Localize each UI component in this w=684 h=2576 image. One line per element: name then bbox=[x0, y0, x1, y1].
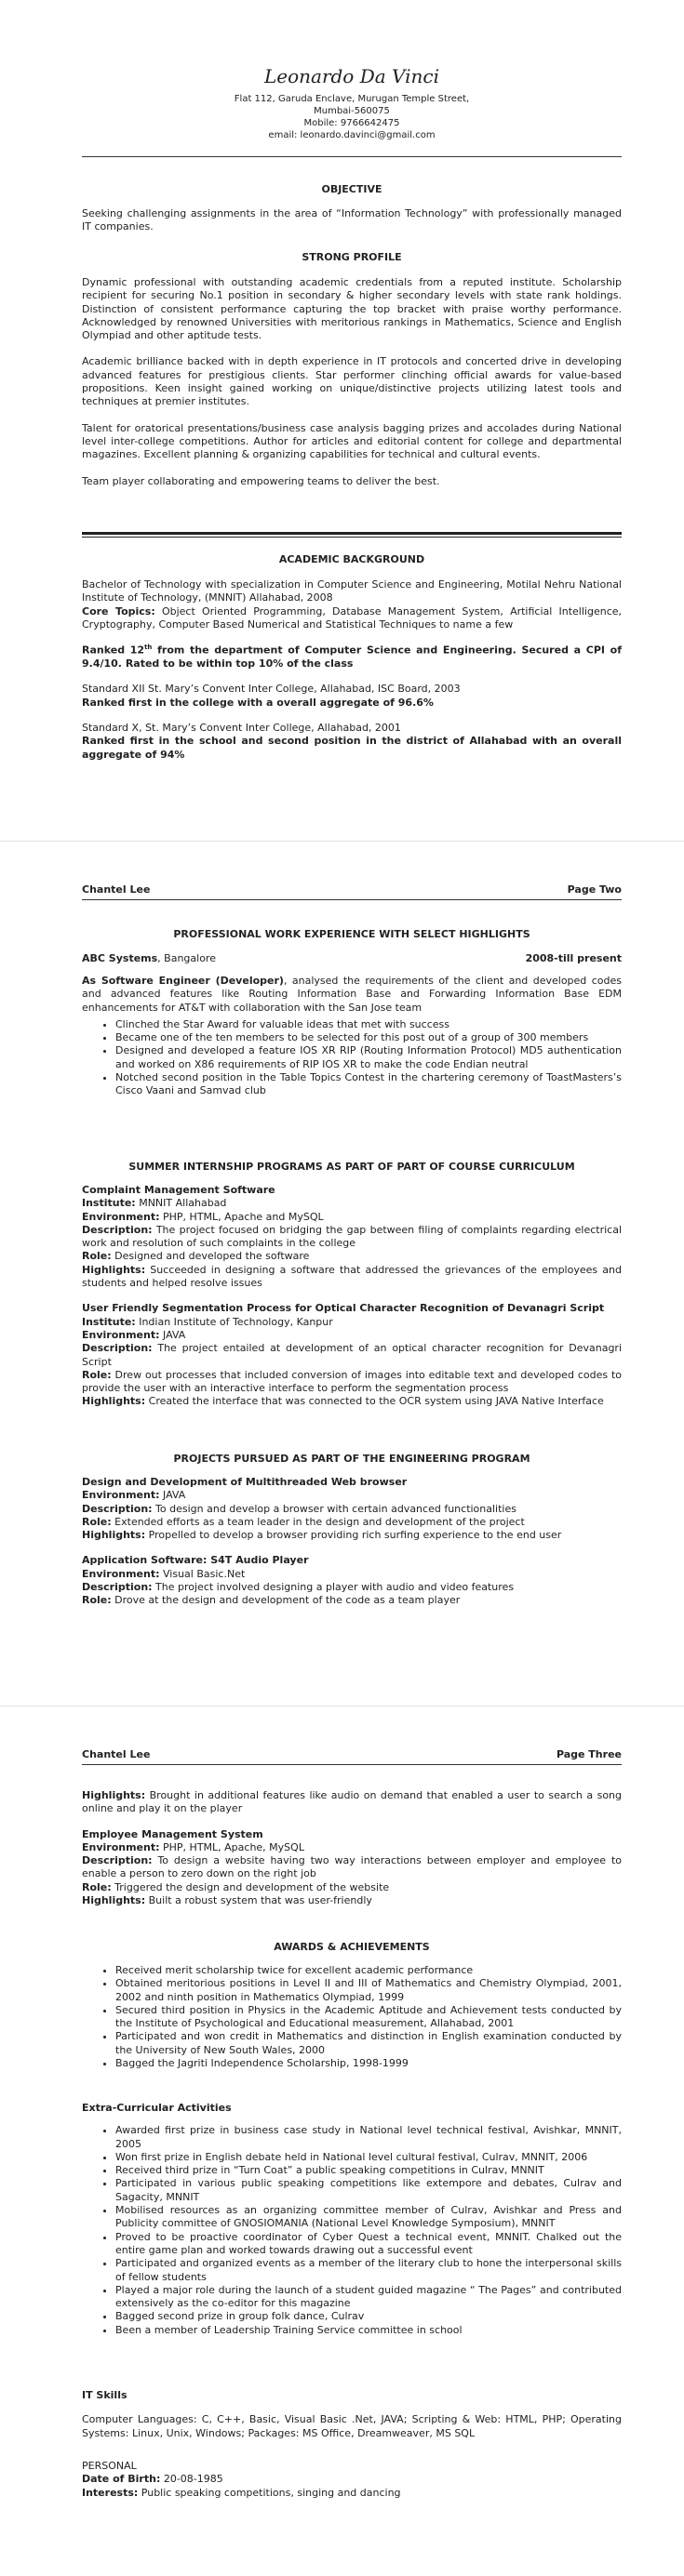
field-label: Interests: bbox=[82, 2486, 139, 2499]
list-item: • Designed and developed a feature IOS XR RIP (Routing Information Protocol) MD5 authentication and worked on X86 requirements of RIP IOS XR to make the code Endian neutral bbox=[115, 1044, 622, 1071]
std12-school: Standard XII St. Mary’s Convent Inter College, Allahabad, ISC Board, 2003 bbox=[82, 683, 461, 696]
field-value: 20-08-1985 bbox=[160, 2473, 223, 2486]
btech-degree: Bachelor of Technology with specialization in Computer Science and Engineering, Motilal Nehru National Institute of Technology, (MNNIT) Allahabad, 2008 bbox=[82, 578, 622, 604]
field-value: The project involved designing a player with audio and video features bbox=[152, 1581, 515, 1594]
extracurricular-list bbox=[82, 2124, 622, 2337]
field-label: Environment: bbox=[82, 1489, 160, 1502]
internship-project bbox=[82, 1184, 622, 1290]
section-divider bbox=[82, 532, 622, 538]
list-item: • Clinched the Star Award for valuable ideas that met with success bbox=[115, 1018, 622, 1031]
list-item: • Proved to be proactive coordinator of Cyber Quest a technical event, MNNIT. Chalked out the entire game plan and worked towards drawing out a successful event bbox=[115, 2231, 622, 2258]
address-line-2: Mumbai-560075 bbox=[314, 106, 390, 116]
project-role bbox=[82, 1594, 622, 1607]
project-name: Application Software: S4T Audio Player bbox=[82, 1554, 309, 1567]
list-item: • Bagged the Jagriti Independence Scholarship, 1998-1999 bbox=[115, 2057, 622, 2070]
personal-heading: PERSONAL bbox=[82, 2460, 137, 2472]
list-item: • Received merit scholarship twice for excellent academic performance bbox=[115, 1964, 622, 1977]
project-institute bbox=[82, 1197, 622, 1210]
list-item: • Secured third position in Physics in the Academic Aptitude and Achievement tests conducted by the Institute of Psychological and Educational measurement, Allahabad, 2001 bbox=[115, 2004, 622, 2031]
engineering-project bbox=[82, 1554, 622, 1607]
project-name: Design and Development of Multithreaded Web browser bbox=[82, 1476, 408, 1488]
project-description bbox=[82, 1342, 622, 1369]
objective-text: Seeking challenging assignments in the area of “Information Technology” with professionally managed IT companies. bbox=[82, 207, 622, 233]
rank-text: from the department of Computer Science and Engineering. Secured a CPI of 9.4/10. Rated to be within top 10% of the class bbox=[82, 644, 622, 671]
field-value: JAVA bbox=[159, 1489, 186, 1502]
field-value: The project entailed at development of an optical character recognition for Devanagri Script bbox=[82, 1342, 622, 1368]
field-value: To design and develop a browser with certain advanced functionalities bbox=[152, 1502, 516, 1515]
project-continuation bbox=[82, 1789, 622, 1907]
list-item: • Obtained meritorious positions in Level II and III of Mathematics and Chemistry Olympiad, 2001, 2002 and ninth position in Mathematics Olympiad, 1999 bbox=[115, 1977, 622, 2004]
field-value: JAVA bbox=[159, 1328, 186, 1341]
field-value: MNNIT Allahabad bbox=[135, 1197, 227, 1210]
project-role bbox=[82, 1369, 622, 1396]
field-label: Institute: bbox=[82, 1315, 136, 1328]
field-label: Role: bbox=[82, 1515, 112, 1528]
field-label: Environment: bbox=[82, 1328, 160, 1341]
engineering-heading: PROJECTS PURSUED AS PART OF THE ENGINEERING PROGRAM bbox=[173, 1453, 530, 1465]
role-text: , analysed the requirements of the client and developed codes and advanced features like Routing Information Base and Forwarding Information Base EDM enhancements for AT&T with collaboration with the San Jose team bbox=[82, 975, 622, 1014]
list-item: • Awarded first prize in business case study in National level technical festival, Avishkar, MNNIT, 2005 bbox=[115, 2124, 622, 2151]
field-value: Brought in additional features like audio on demand that enabled a user to search a song online and play it on the player bbox=[82, 1789, 622, 1815]
objective-heading: OBJECTIVE bbox=[321, 183, 382, 195]
field-value: Built a robust system that was user-friendly bbox=[145, 1894, 372, 1907]
project-highlights bbox=[82, 1264, 622, 1291]
project-environment bbox=[82, 1568, 622, 1581]
page-break bbox=[0, 841, 684, 842]
work-experience-section bbox=[82, 928, 622, 1098]
field-value: PHP, HTML, Apache and MySQL bbox=[159, 1210, 324, 1223]
interests bbox=[82, 2487, 622, 2500]
it-skills-section bbox=[82, 2389, 622, 2440]
field-value: The project focused on bridging the gap between filing of complaints regarding electrical work and resolution of such complaints in the college bbox=[82, 1223, 622, 1250]
project-description bbox=[82, 1503, 622, 1516]
project-highlights bbox=[82, 1789, 622, 1816]
list-item: • Played a major role during the launch of a student guided magazine “ The Pages” and contributed extensively as the co-editor for this magazine bbox=[115, 2284, 622, 2311]
internship-project bbox=[82, 1302, 622, 1408]
resume-page-one bbox=[0, 0, 684, 832]
field-label: Description: bbox=[82, 1342, 153, 1355]
engineering-projects-section bbox=[82, 1453, 622, 1608]
page-number: Page Three bbox=[556, 1748, 622, 1760]
project-description bbox=[82, 1581, 622, 1594]
profile-paragraph: Dynamic professional with outstanding academic credentials from a reputed institute. Scholarship recipient for securing No.1 position in secondary & higher secondary levels with state rank holdings. Distinction of consistent performance capturing the top bracket with praise worthy performance. Acknowledged by renowned Universities with meritorious rankings in Mathematics, Science and English Olympiad and other aptitude tests. bbox=[82, 276, 622, 342]
field-label: Highlights: bbox=[82, 1789, 146, 1801]
field-value: Succeeded in designing a software that addressed the grievances of the employees and students and helped resolve issues bbox=[82, 1263, 622, 1290]
field-label: Description: bbox=[82, 1854, 153, 1867]
date-of-birth bbox=[82, 2473, 622, 2486]
list-item: • Became one of the ten members to be selected for this post out of a group of 300 members bbox=[115, 1031, 622, 1044]
work-heading: PROFESSIONAL WORK EXPERIENCE WITH SELECT HIGHLIGHTS bbox=[173, 928, 530, 940]
academic-heading: ACADEMIC BACKGROUND bbox=[278, 553, 425, 565]
std10-school: Standard X, St. Mary’s Convent Inter College, Allahabad, 2001 bbox=[82, 722, 401, 735]
field-label: Highlights: bbox=[82, 1894, 146, 1907]
mobile-number: Mobile: 9766642475 bbox=[303, 118, 400, 128]
core-topics-label: Core Topics: bbox=[82, 604, 155, 617]
list-item: • Won first prize in English debate held in National level cultural festival, Culrav, MNNIT, 2006 bbox=[115, 2151, 622, 2164]
role-description bbox=[82, 975, 622, 1015]
profile-paragraph: Talent for oratorical presentations/business case analysis bagging prizes and accolades during National level inter-college competitions. Author for articles and editorial content for college and departmental magazines. Excellent planning & organizing capabilities for technical and cultural events. bbox=[82, 421, 622, 461]
field-label: Environment: bbox=[82, 1567, 160, 1580]
project-environment bbox=[82, 1329, 622, 1342]
field-label: Institute: bbox=[82, 1197, 136, 1210]
project-role bbox=[82, 1516, 622, 1529]
extracurricular-section bbox=[82, 2102, 622, 2337]
project-environment bbox=[82, 1211, 622, 1224]
company bbox=[82, 952, 216, 964]
std10-rank: Ranked first in the school and second position in the district of Allahabad with an overall aggregate of 94% bbox=[82, 735, 622, 761]
list-item: • Been a member of Leadership Training Service committee in school bbox=[115, 2324, 622, 2337]
rank-superscript: th bbox=[144, 644, 153, 652]
core-topics-text: Object Oriented Programming, Database Management System, Artificial Intelligence, Cryptography, Computer Based Numerical and Statistical Techniques to name a few bbox=[82, 604, 622, 631]
running-name: Chantel Lee bbox=[82, 883, 151, 896]
field-value: Designed and developed the software bbox=[111, 1250, 310, 1263]
project-environment bbox=[82, 1489, 622, 1502]
field-value: Indian Institute of Technology, Kanpur bbox=[135, 1315, 333, 1328]
project-role bbox=[82, 1250, 622, 1263]
list-item: • Participated in various public speaking competitions like extempore and debates, Culrav and Sagacity, MNNIT bbox=[115, 2177, 622, 2204]
contact-block bbox=[82, 93, 622, 141]
engineering-project bbox=[82, 1828, 622, 1908]
project-environment bbox=[82, 1841, 622, 1854]
candidate-name: Leonardo Da Vinci bbox=[263, 65, 439, 87]
profile-section bbox=[82, 251, 622, 488]
field-value: To design a website having two way interactions between employer and employee to enable a person to zero down on the right job bbox=[82, 1854, 622, 1880]
profile-heading: STRONG PROFILE bbox=[302, 251, 402, 263]
list-item: • Received third prize in “Turn Coat” a public speaking competitions in Culrav, MNNIT bbox=[115, 2164, 622, 2177]
project-name: Employee Management System bbox=[82, 1827, 263, 1840]
employment-dates: 2008-till present bbox=[525, 952, 622, 964]
list-item: • Bagged second prize in group folk dance, Culrav bbox=[115, 2310, 622, 2323]
core-topics bbox=[82, 605, 622, 632]
list-item: • Participated and organized events as a member of the literary club to hone the interpersonal skills of fellow students bbox=[115, 2257, 622, 2284]
header-divider bbox=[82, 156, 622, 157]
company-name: ABC Systems bbox=[82, 952, 158, 964]
it-skills-heading: IT Skills bbox=[82, 2389, 127, 2401]
field-value: Drove at the design and development of the code as a team player bbox=[111, 1594, 461, 1607]
field-label: Highlights: bbox=[82, 1395, 146, 1408]
field-label: Role: bbox=[82, 1368, 112, 1381]
company-location: , Bangalore bbox=[157, 952, 216, 964]
address-line-1: Flat 112, Garuda Enclave, Murugan Temple Street, bbox=[234, 94, 470, 104]
running-name: Chantel Lee bbox=[82, 1748, 151, 1760]
project-highlights bbox=[82, 1894, 622, 1907]
field-label: Highlights: bbox=[82, 1529, 146, 1542]
personal-section bbox=[82, 2460, 622, 2500]
project-institute bbox=[82, 1316, 622, 1329]
awards-list bbox=[82, 1964, 622, 2070]
project-description bbox=[82, 1224, 622, 1251]
project-name: User Friendly Segmentation Process for Optical Character Recognition of Devanagri Script bbox=[82, 1302, 605, 1315]
field-value: Propelled to develop a browser providing rich surfing experience to the end user bbox=[145, 1529, 562, 1542]
resume-page-two bbox=[0, 848, 684, 1697]
field-label: Role: bbox=[82, 1880, 112, 1893]
field-label: Role: bbox=[82, 1594, 112, 1607]
awards-heading: AWARDS & ACHIEVEMENTS bbox=[274, 1941, 430, 1953]
internship-heading: SUMMER INTERNSHIP PROGRAMS AS PART OF PART OF COURSE CURRICULUM bbox=[128, 1161, 575, 1173]
resume-header bbox=[82, 65, 622, 141]
field-value: Extended efforts as a team leader in the design and development of the project bbox=[111, 1515, 525, 1528]
field-label: Description: bbox=[82, 1502, 153, 1515]
rank-text: Ranked 12 bbox=[82, 644, 145, 657]
company-row bbox=[82, 952, 622, 964]
engineering-project bbox=[82, 1476, 622, 1542]
btech-rank bbox=[82, 644, 622, 671]
list-item: • Mobilised resources as an organizing committee member of Culrav, Avishkar and Press and Publicity committee of GNOSIOMANIA (National Level Knowledge Symposium), MNNIT bbox=[115, 2204, 622, 2231]
extracurricular-heading: Extra-Curricular Activities bbox=[82, 2102, 232, 2114]
objective-section bbox=[82, 183, 622, 234]
list-item: • Participated and won credit in Mathematics and distinction in English examination conducted by the University of New South Wales, 2000 bbox=[115, 2030, 622, 2057]
std12-rank: Ranked first in the college with a overall aggregate of 96.6% bbox=[82, 696, 434, 709]
field-label: Environment: bbox=[82, 1210, 160, 1223]
page-two-header bbox=[82, 883, 622, 900]
field-value: Drew out processes that included conversion of images into editable text and developed codes to provide the user with an interactive interface to perform the segmentation process bbox=[82, 1368, 622, 1395]
page-number: Page Two bbox=[567, 883, 622, 896]
field-label: Role: bbox=[82, 1250, 112, 1263]
profile-paragraph: Team player collaborating and empowering teams to deliver the best. bbox=[82, 474, 440, 487]
project-name: Complaint Management Software bbox=[82, 1184, 275, 1196]
field-label: Environment: bbox=[82, 1840, 160, 1853]
field-label: Date of Birth: bbox=[82, 2473, 161, 2486]
field-value: PHP, HTML, Apache, MySQL bbox=[159, 1840, 304, 1853]
field-value: Created the interface that was connected to the OCR system using JAVA Native Interface bbox=[145, 1395, 604, 1408]
page-three-header bbox=[82, 1748, 622, 1765]
email-address: email: leonardo.davinci@gmail.com bbox=[268, 130, 436, 140]
field-value: Public speaking competitions, singing and dancing bbox=[138, 2486, 401, 2499]
field-label: Description: bbox=[82, 1581, 153, 1594]
academic-section bbox=[82, 553, 622, 762]
project-highlights bbox=[82, 1529, 622, 1542]
resume-page-three bbox=[0, 1713, 684, 2576]
project-highlights bbox=[82, 1395, 622, 1408]
list-item: • Notched second position in the Table Topics Contest in the chartering ceremony of ToastMasters’s Cisco Vaani and Samvad club bbox=[115, 1071, 622, 1098]
field-value: Visual Basic.Net bbox=[159, 1567, 246, 1580]
field-label: Highlights: bbox=[82, 1263, 146, 1276]
role-title: As Software Engineer (Developer) bbox=[82, 975, 284, 987]
work-highlights-list bbox=[82, 1018, 622, 1098]
project-description bbox=[82, 1854, 622, 1881]
field-label: Description: bbox=[82, 1223, 153, 1236]
project-role bbox=[82, 1881, 622, 1894]
profile-paragraph: Academic brilliance backed with in depth experience in IT protocols and concerted drive in developing advanced features for prestigious clients. Star performer clinching official awards for value-based propositions. Keen insight gained working on unique/distinctive projects utilizing latest tools and techniques at premier institutes. bbox=[82, 355, 622, 408]
awards-section bbox=[82, 1941, 622, 2070]
it-skills-text: Computer Languages: C, C++, Basic, Visual Basic .Net, JAVA; Scripting & Web: HTML, PHP; Operating Systems: Linux, Unix, Windows; Packages: MS Office, Dreamweaver, MS SQL bbox=[82, 2413, 622, 2439]
internship-section bbox=[82, 1161, 622, 1409]
field-value: Triggered the design and development of the website bbox=[111, 1880, 390, 1893]
